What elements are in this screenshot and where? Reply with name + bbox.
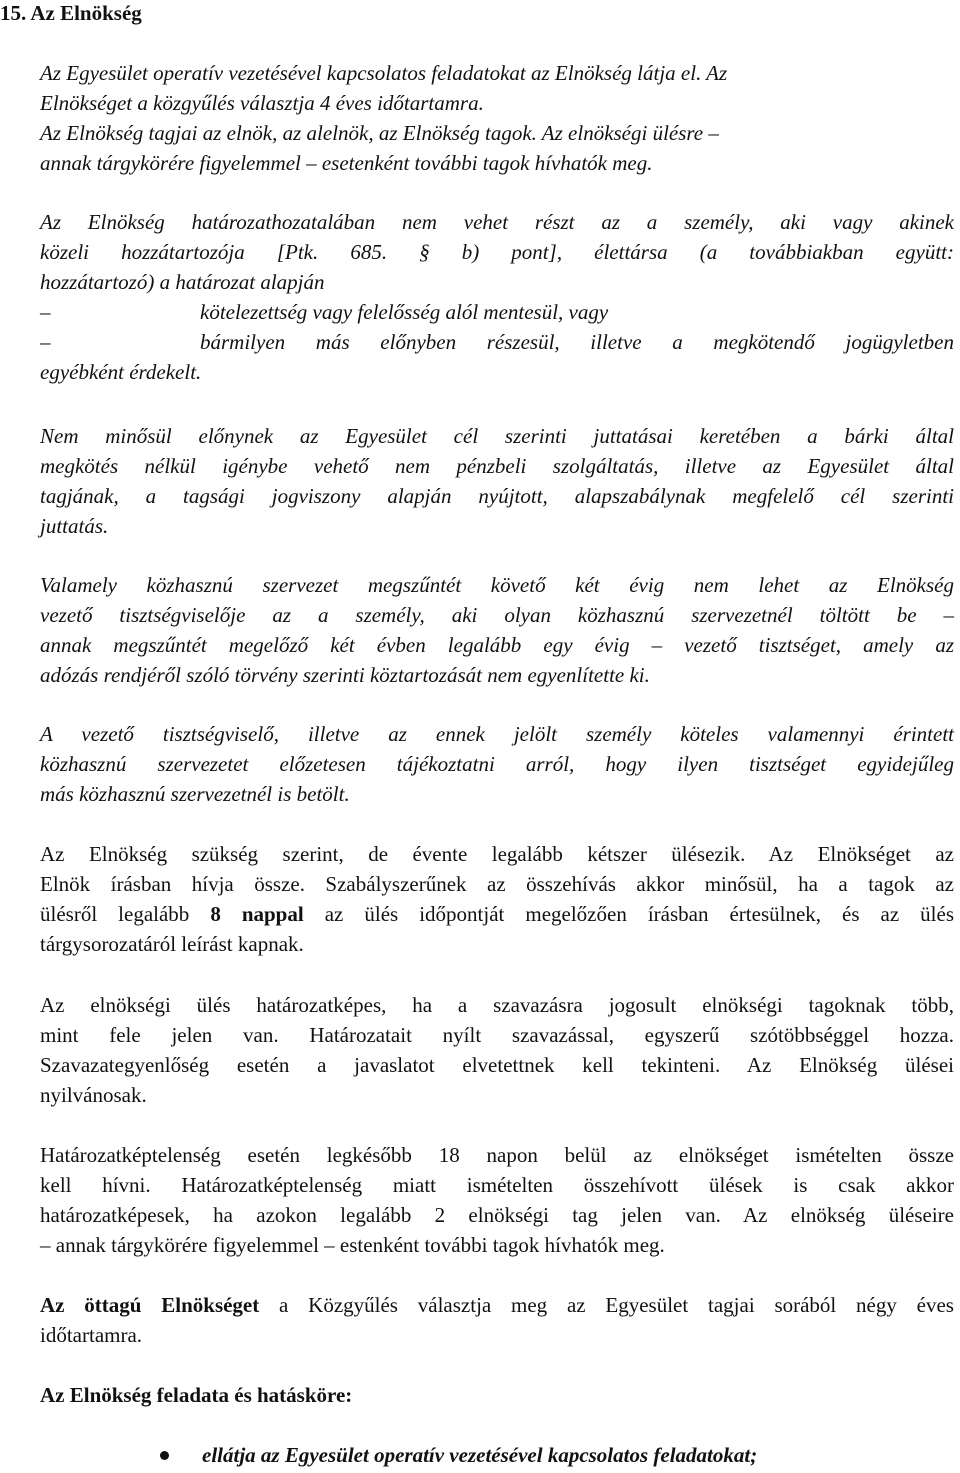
paragraph-line: határozatképesek, ha azokon legalább 2 elnökségi tag jelen van. Az elnökség üléseire — [40, 1203, 954, 1227]
paragraph-7 — [40, 990, 954, 1110]
paragraph-text: ülésről legalább — [40, 902, 211, 926]
paragraph-line: Határozatképtelenség esetén legkésőbb 18 napon belül az elnökséget ismételten össze — [40, 1143, 954, 1167]
paragraph-line: Az Egyesület operatív vezetésével kapcsolatos feladatokat az Elnökség látja el. Az — [40, 61, 728, 85]
paragraph-text: a Közgyűlés választja meg az Egyesület tagjai sorából négy éves — [259, 1293, 954, 1317]
paragraph-line: egyébként érdekelt. — [40, 360, 202, 384]
paragraph-3 — [40, 421, 954, 541]
paragraph-line: adózás rendjéről szóló törvény szerinti köztartozását nem egyenlítette ki. — [40, 663, 650, 687]
paragraph-line: A vezető tisztségviselő, illetve az ennek jelölt személy köteles valamennyi érintett — [40, 722, 954, 746]
paragraph-line: tagjának, a tagsági jogviszony alapján nyújtott, alapszabálynak megfelelő cél szerinti — [40, 484, 954, 508]
paragraph-line: megkötés nélkül igénybe vehető nem pénzbeli szolgáltatás, illetve az Egyesület által — [40, 454, 954, 478]
section-heading: 15. Az Elnökség — [0, 1, 142, 25]
paragraph-9 — [40, 1290, 954, 1350]
paragraph-line: Az Elnökség határozathozatalában nem vehet részt az a személy, aki vagy akinek — [40, 210, 954, 234]
paragraph-line: mint fele jelen van. Határozatait nyílt szavazással, egyszerű szótöbbséggel hozza. — [40, 1023, 954, 1047]
dash-list-item — [40, 327, 954, 357]
dash-marker: – — [40, 330, 51, 354]
paragraph-line: annak megszűntét megelőző két évben legalább egy évig – vezető tisztséget, amely az — [40, 633, 954, 657]
paragraph-2 — [40, 207, 954, 387]
paragraph-line: kell hívni. Határozatképtelenség miatt ismételten összehívott ülések is csak akkor — [40, 1173, 954, 1197]
paragraph-line: – annak tárgykörére figyelemmel – estenként további tagok hívhatók meg. — [40, 1233, 665, 1257]
paragraph-line: közhasznú szervezetet előzetesen tájékoztatni arról, hogy ilyen tisztséget egyidejűleg — [40, 752, 954, 776]
paragraph-line: Az Elnökség szükség szerint, de évente legalább kétszer ülésezik. Az Elnökséget az — [40, 842, 954, 866]
paragraph-line: vezető tisztségviselője az a személy, aki olyan közhasznú szervezetnél töltött be – — [40, 603, 954, 627]
bold-emphasis: Az öttagú Elnökséget — [40, 1293, 260, 1317]
paragraph-line: Az elnökségi ülés határozatképes, ha a szavazásra jogosult elnökségi tagoknak több, — [40, 993, 954, 1017]
dash-marker: – — [40, 300, 51, 324]
paragraph-8 — [40, 1140, 954, 1260]
paragraph-line — [40, 899, 954, 929]
paragraph-line: közeli hozzátartozója [Ptk. 685. § b) pont], élettársa (a továbbiakban együtt: — [40, 240, 954, 264]
paragraph-line: más közhasznú szervezetnél is betölt. — [40, 782, 350, 806]
subsection-title: Az Elnökség feladata és hatásköre: — [40, 1383, 353, 1407]
paragraph-line: Elnök írásban hívja össze. Szabályszerűnek az összehívás akkor minősül, ha a tagok az — [40, 872, 954, 896]
paragraph-line: tárgysorozatáról leírást kapnak. — [40, 932, 304, 956]
dash-item-text: bármilyen más előnyben részesül, illetve a megkötendő jogügyletben — [200, 330, 954, 354]
paragraph-line: Az Elnökség tagjai az elnök, az alelnök, az Elnökség tagok. Az elnökségi ülésre – — [40, 121, 719, 145]
dash-item-text: kötelezettség vagy felelősség alól mentesül, vagy — [200, 300, 609, 324]
paragraph-6 — [40, 839, 954, 959]
paragraph-line: juttatás. — [40, 514, 109, 538]
paragraph-1 — [40, 58, 954, 178]
bullet-item-text: ellátja az Egyesület operatív vezetésével kapcsolatos feladatokat; — [202, 1443, 758, 1467]
paragraph-line: nyilvánosak. — [40, 1083, 147, 1107]
paragraph-line: Szavazategyenlőség esetén a javaslatot elvetettnek kell tekinteni. Az Elnökség ülései — [40, 1053, 954, 1077]
paragraph-line: Valamely közhasznú szervezet megszűntét követő két évig nem lehet az Elnökség — [40, 573, 954, 597]
paragraph-line: hozzátartozó) a határozat alapján — [40, 270, 325, 294]
paragraph-5 — [40, 719, 954, 809]
paragraph-line: időtartamra. — [40, 1323, 143, 1347]
paragraph-line: annak tárgykörére figyelemmel – esetenként további tagok hívhatók meg. — [40, 151, 653, 175]
paragraph-text: az ülés időpontját megelőzően írásban értesülnek, és az ülés — [303, 902, 955, 926]
paragraph-line: Nem minősül előnynek az Egyesület cél szerinti juttatásai keretében a bárki által — [40, 424, 954, 448]
paragraph-line: Elnökséget a közgyűlés választja 4 éves időtartamra. — [40, 91, 484, 115]
bold-emphasis: 8 nappal — [210, 902, 304, 926]
dash-list-item — [40, 297, 954, 327]
paragraph-4 — [40, 570, 954, 690]
bullet-dot-icon — [160, 1451, 169, 1460]
paragraph-line — [40, 1290, 954, 1320]
